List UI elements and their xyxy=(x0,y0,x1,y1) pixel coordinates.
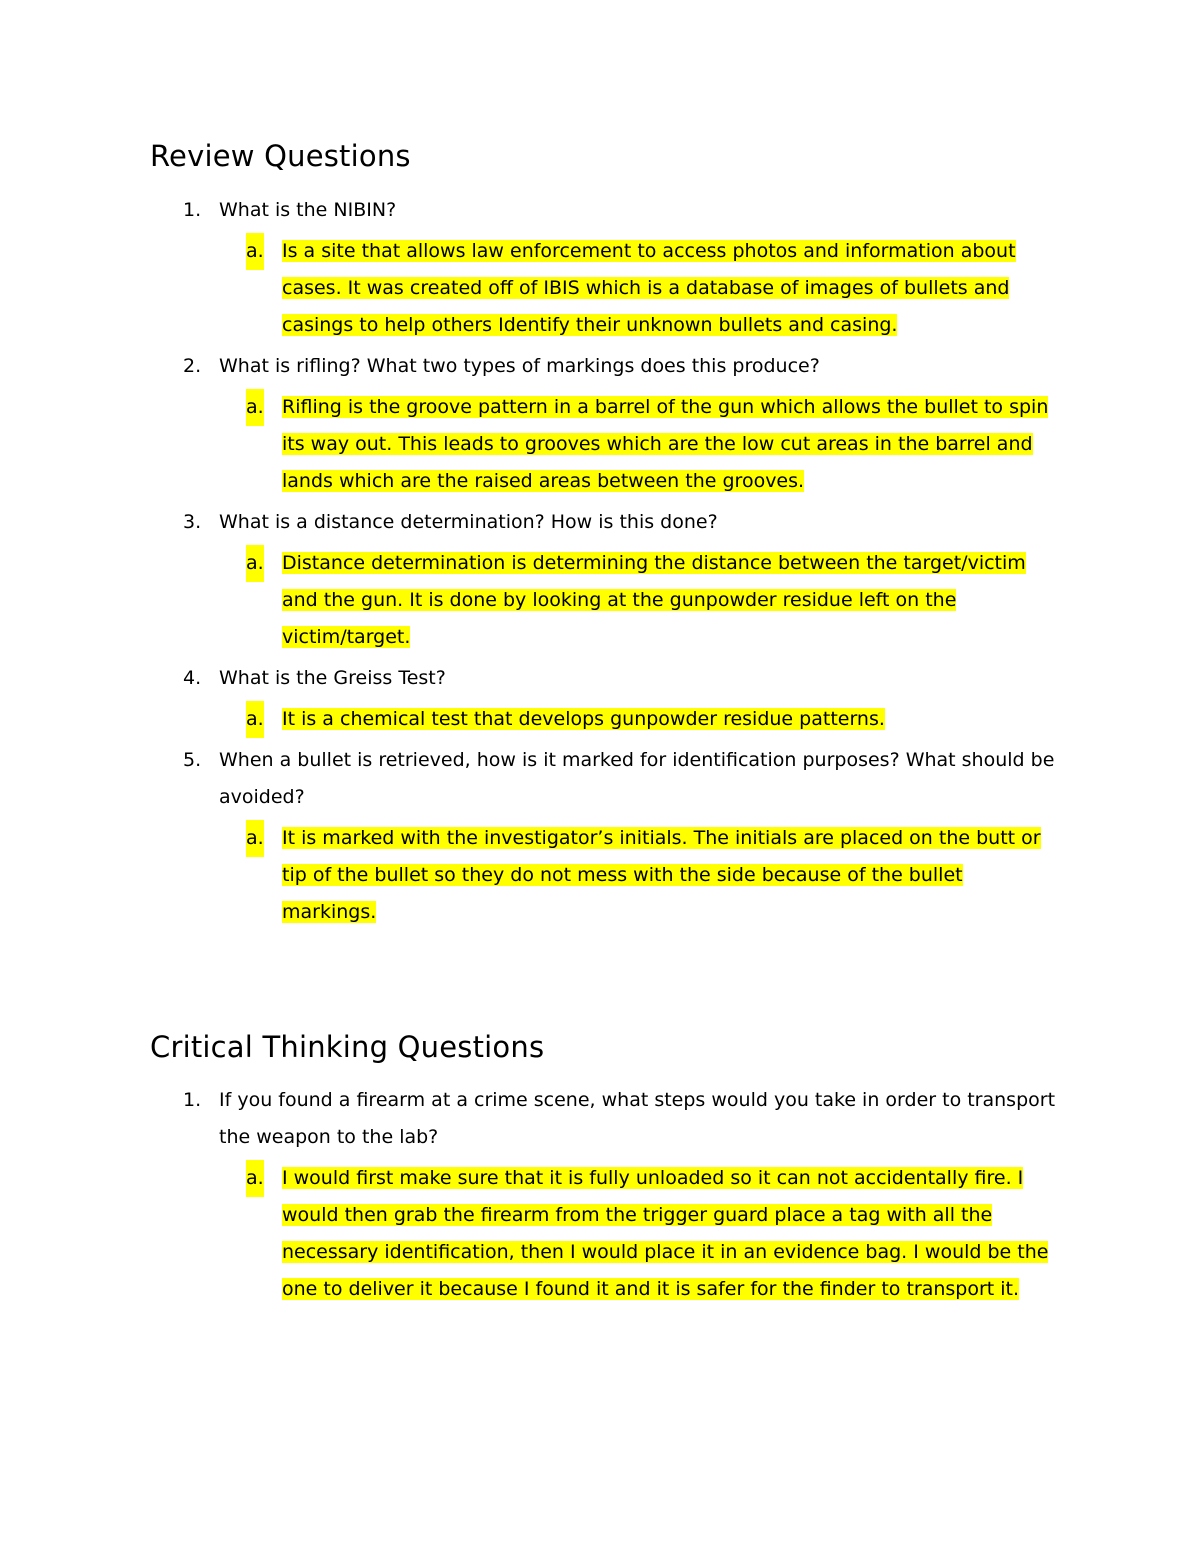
review-question-2 xyxy=(150,348,1060,500)
answer xyxy=(150,389,1060,500)
answer-letter: a. xyxy=(246,820,264,857)
answer xyxy=(150,1160,1060,1308)
critical-question-list xyxy=(150,1082,1060,1308)
question-number: 4. xyxy=(183,667,202,689)
question-number: 1. xyxy=(183,199,202,221)
question-number: 2. xyxy=(183,355,202,377)
answer xyxy=(150,233,1060,344)
answer-letter: a. xyxy=(246,701,264,738)
answer xyxy=(150,545,1060,656)
question-number: 5. xyxy=(183,749,202,771)
critical-thinking-questions-heading: Critical Thinking Questions xyxy=(150,1030,545,1064)
review-question-3 xyxy=(150,504,1060,656)
answer-text-highlighted: It is a chemical test that develops gunpowder residue patterns. xyxy=(282,708,885,730)
answer xyxy=(150,820,1060,931)
answer-letter: a. xyxy=(246,233,264,270)
answer-text-highlighted: Is a site that allows law enforcement to access photos and information about cases. It was created off of IBIS which is a database of images of bullets and casings to help others Identify their unknown bullets and casing. xyxy=(282,240,1016,336)
answer-text-highlighted: Distance determination is determining the distance between the target/victim and the gun. It is done by looking at the gunpowder residue left on the victim/target. xyxy=(282,552,1026,648)
review-question-1 xyxy=(150,192,1060,344)
answer-letter: a. xyxy=(246,389,264,426)
answer-text-highlighted: It is marked with the investigator’s initials. The initials are placed on the butt or tip of the bullet so they do not mess with the side because of the bullet markings. xyxy=(282,827,1041,923)
review-question-list xyxy=(150,192,1060,931)
question-text: What is the NIBIN? xyxy=(219,199,397,221)
answer-text-highlighted: Rifling is the groove pattern in a barrel of the gun which allows the bullet to spin its way out. This leads to grooves which are the low cut areas in the barrel and lands which are the raised areas between the grooves. xyxy=(282,396,1049,492)
review-questions-heading: Review Questions xyxy=(150,139,411,173)
question-number: 1. xyxy=(183,1089,202,1111)
answer-text-highlighted: I would first make sure that it is fully unloaded so it can not accidentally fire. I would then grab the firearm from the trigger guard place a tag with all the necessary identification, then I would place it in an evidence bag. I would be the one to deliver it because I found it and it is safer for the finder to transport it. xyxy=(282,1167,1049,1300)
question-text: When a bullet is retrieved, how is it marked for identification purposes? What should be avoided? xyxy=(219,749,1055,808)
question-text: What is a distance determination? How is this done? xyxy=(219,511,718,533)
answer-letter: a. xyxy=(246,1160,264,1197)
question-text: If you found a firearm at a crime scene, what steps would you take in order to transport the weapon to the lab? xyxy=(219,1089,1056,1148)
question-number: 3. xyxy=(183,511,202,533)
question-text: What is rifling? What two types of markings does this produce? xyxy=(219,355,820,377)
critical-question-1 xyxy=(150,1082,1060,1308)
answer xyxy=(150,701,1060,738)
answer-letter: a. xyxy=(246,545,264,582)
review-question-5 xyxy=(150,742,1060,931)
question-text: What is the Greiss Test? xyxy=(219,667,446,689)
review-question-4 xyxy=(150,660,1060,738)
